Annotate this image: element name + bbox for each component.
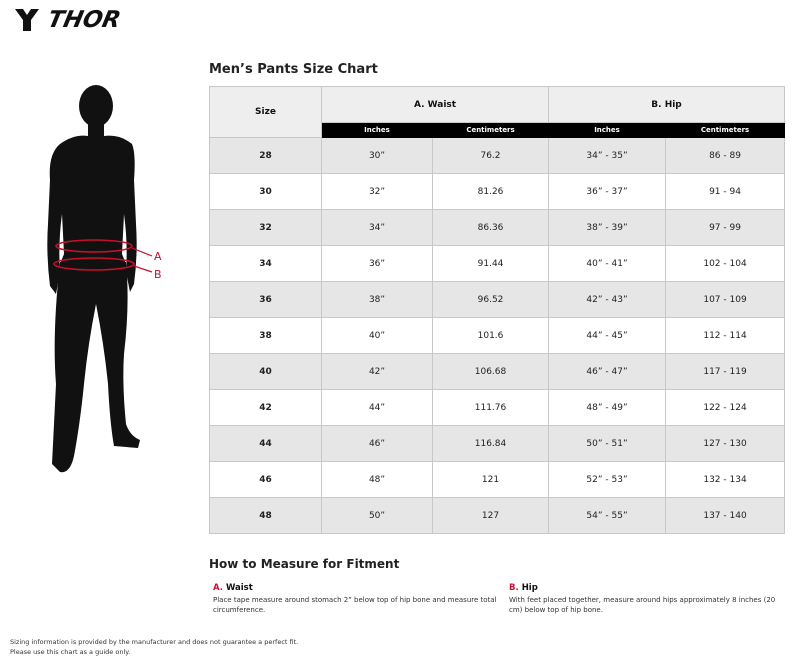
- table-row: [210, 138, 785, 174]
- waist-cm-cell: 91.44: [433, 246, 549, 282]
- hip-inches-cell: 54” - 55”: [549, 498, 666, 534]
- brand-name: THOR: [45, 7, 123, 33]
- waist-instruction-text: Place tape measure around stomach 2” below top of hip bone and measure total circumference.: [213, 596, 497, 614]
- size-cell: 30: [210, 174, 322, 210]
- size-cell: 42: [210, 390, 322, 426]
- hip-cm-cell: 122 - 124: [666, 390, 785, 426]
- waist-label: Waist: [225, 583, 253, 593]
- disclaimer-line-1: Sizing information is provided by the manufacturer and does not guarantee a perfect fit.: [10, 638, 299, 646]
- size-chart-table: [209, 86, 785, 534]
- waist-inches-header: Inches: [322, 123, 433, 138]
- hip-inches-cell: 50” - 51”: [549, 426, 666, 462]
- hip-letter: B.: [509, 583, 519, 593]
- waist-inches-cell: 38”: [322, 282, 433, 318]
- hip-cm-cell: 107 - 109: [666, 282, 785, 318]
- hip-inches-cell: 42” - 43”: [549, 282, 666, 318]
- hip-cm-cell: 112 - 114: [666, 318, 785, 354]
- hip-inches-cell: 38” - 39”: [549, 210, 666, 246]
- body-silhouette-icon: [30, 84, 170, 480]
- waist-inches-cell: 50”: [322, 498, 433, 534]
- waist-letter: A.: [213, 583, 223, 593]
- table-row: [210, 318, 785, 354]
- waist-cm-cell: 86.36: [433, 210, 549, 246]
- waist-cm-cell: 127: [433, 498, 549, 534]
- table-row: [210, 426, 785, 462]
- waist-cm-cell: 101.6: [433, 318, 549, 354]
- waist-cm-cell: 106.68: [433, 354, 549, 390]
- table-row: [210, 174, 785, 210]
- hip-inches-cell: 52” - 53”: [549, 462, 666, 498]
- size-cell: 46: [210, 462, 322, 498]
- hip-inches-cell: 48” - 49”: [549, 390, 666, 426]
- table-row: [210, 354, 785, 390]
- hip-cm-cell: 117 - 119: [666, 354, 785, 390]
- hip-inches-cell: 36” - 37”: [549, 174, 666, 210]
- waist-inches-cell: 30”: [322, 138, 433, 174]
- size-cell: 40: [210, 354, 322, 390]
- disclaimer: [10, 637, 298, 656]
- chart-title: Men’s Pants Size Chart: [209, 62, 378, 77]
- thor-hammer-mark-icon: [14, 7, 40, 33]
- waist-cm-cell: 111.76: [433, 390, 549, 426]
- table-row: [210, 498, 785, 534]
- waist-cm-cell: 81.26: [433, 174, 549, 210]
- hip-instruction: [509, 583, 789, 615]
- waist-inches-cell: 32”: [322, 174, 433, 210]
- size-cell: 36: [210, 282, 322, 318]
- hip-cm-cell: 102 - 104: [666, 246, 785, 282]
- waist-inches-cell: 46”: [322, 426, 433, 462]
- brand-logo: [14, 6, 144, 34]
- size-header: Size: [210, 87, 322, 138]
- marker-a-label: A: [154, 250, 162, 263]
- waist-inches-cell: 34”: [322, 210, 433, 246]
- size-cell: 34: [210, 246, 322, 282]
- measure-section-title: How to Measure for Fitment: [209, 557, 400, 571]
- hip-inches-cell: 34” - 35”: [549, 138, 666, 174]
- waist-inches-cell: 36”: [322, 246, 433, 282]
- waist-centimeters-header: Centimeters: [433, 123, 549, 138]
- table-row: [210, 210, 785, 246]
- waist-cm-cell: 121: [433, 462, 549, 498]
- marker-b-label: B: [154, 268, 162, 281]
- hip-inches-header: Inches: [549, 123, 666, 138]
- waist-header: A. Waist: [322, 87, 549, 123]
- hip-cm-cell: 137 - 140: [666, 498, 785, 534]
- hip-instruction-label: [509, 583, 789, 593]
- hip-cm-cell: 127 - 130: [666, 426, 785, 462]
- table-row: [210, 246, 785, 282]
- hip-instruction-text: With feet placed together, measure around hips approximately 8 inches (20 cm) below top of hip bone.: [509, 596, 776, 614]
- hip-centimeters-header: Centimeters: [666, 123, 785, 138]
- size-cell: 28: [210, 138, 322, 174]
- size-cell: 32: [210, 210, 322, 246]
- waist-inches-cell: 44”: [322, 390, 433, 426]
- waist-inches-cell: 40”: [322, 318, 433, 354]
- disclaimer-line-2: Please use this chart as a guide only.: [10, 648, 131, 656]
- table-row: [210, 462, 785, 498]
- hip-cm-cell: 97 - 99: [666, 210, 785, 246]
- hip-label: Hip: [521, 583, 538, 593]
- waist-cm-cell: 116.84: [433, 426, 549, 462]
- waist-inches-cell: 42”: [322, 354, 433, 390]
- size-cell: 44: [210, 426, 322, 462]
- table-row: [210, 390, 785, 426]
- hip-inches-cell: 46” - 47”: [549, 354, 666, 390]
- hip-inches-cell: 44” - 45”: [549, 318, 666, 354]
- hip-cm-cell: 91 - 94: [666, 174, 785, 210]
- waist-instruction: [213, 583, 498, 615]
- waist-cm-cell: 96.52: [433, 282, 549, 318]
- hip-inches-cell: 40” - 41”: [549, 246, 666, 282]
- waist-cm-cell: 76.2: [433, 138, 549, 174]
- size-cell: 48: [210, 498, 322, 534]
- waist-instruction-label: [213, 583, 498, 593]
- table-row: [210, 282, 785, 318]
- hip-cm-cell: 86 - 89: [666, 138, 785, 174]
- hip-header: B. Hip: [549, 87, 785, 123]
- hip-cm-cell: 132 - 134: [666, 462, 785, 498]
- waist-inches-cell: 48”: [322, 462, 433, 498]
- size-cell: 38: [210, 318, 322, 354]
